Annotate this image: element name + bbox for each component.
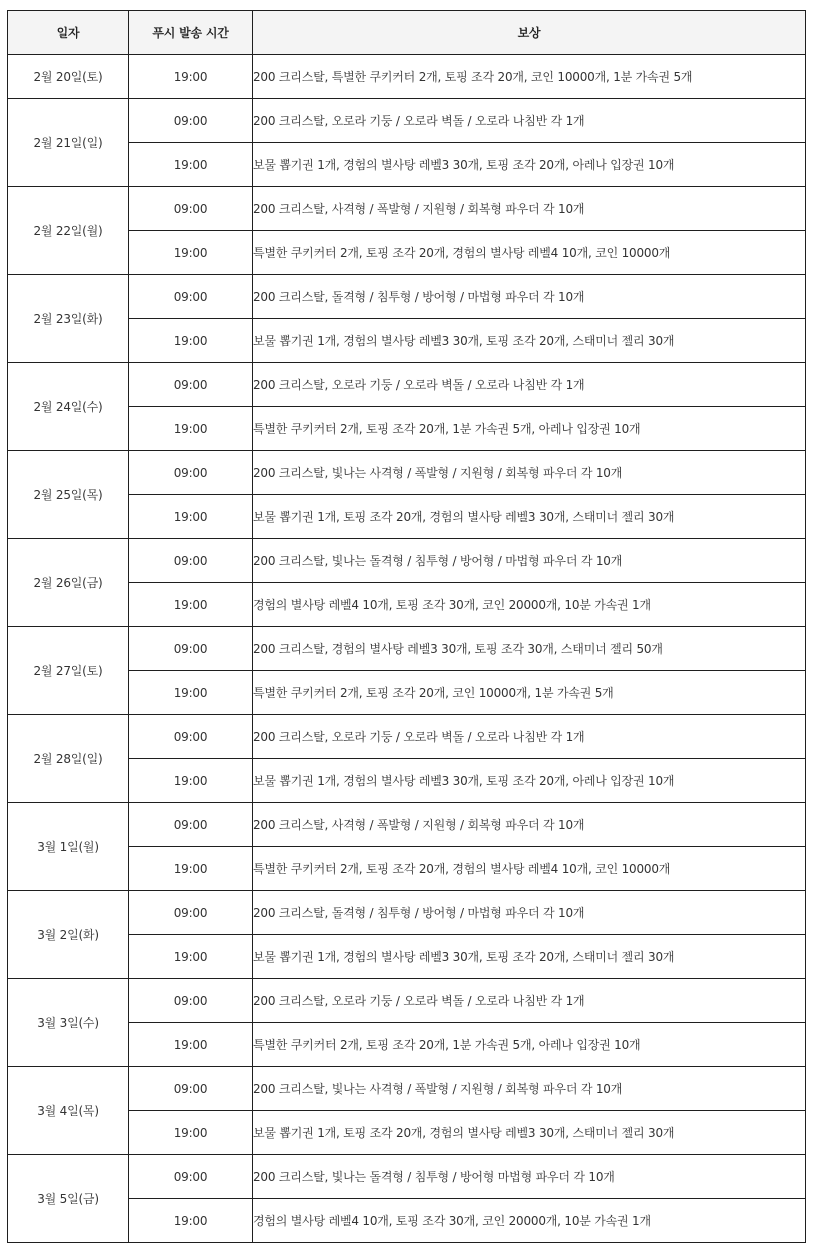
reward-cell: 200 크리스탈, 빛나는 돌격형 / 침투형 / 방어형 마법형 파우더 각 10개: [253, 1155, 806, 1199]
header-row: [8, 11, 806, 55]
table-row: [8, 187, 806, 231]
date-cell: 2월 23일(화): [8, 275, 129, 363]
push-time-cell: 19:00: [129, 847, 253, 891]
push-time-cell: 09:00: [129, 363, 253, 407]
push-time-cell: 19:00: [129, 407, 253, 451]
reward-cell: 보물 뽑기권 1개, 경험의 별사탕 레벨3 30개, 토핑 조각 20개, 아레나 입장권 10개: [253, 143, 806, 187]
table-row: [8, 979, 806, 1023]
date-cell: 3월 1일(월): [8, 803, 129, 891]
reward-cell: 200 크리스탈, 오로라 기둥 / 오로라 벽돌 / 오로라 나침반 각 1개: [253, 979, 806, 1023]
push-time-cell: 09:00: [129, 539, 253, 583]
reward-cell: 200 크리스탈, 빛나는 돌격형 / 침투형 / 방어형 / 마법형 파우더 각 10개: [253, 539, 806, 583]
push-time-cell: 19:00: [129, 495, 253, 539]
reward-cell: 200 크리스탈, 사격형 / 폭발형 / 지원형 / 회복형 파우더 각 10개: [253, 187, 806, 231]
push-time-cell: 19:00: [129, 55, 253, 99]
push-time-cell: 09:00: [129, 1155, 253, 1199]
push-time-cell: 19:00: [129, 1023, 253, 1067]
date-cell: 2월 21일(일): [8, 99, 129, 187]
push-time-cell: 09:00: [129, 715, 253, 759]
push-time-cell: 19:00: [129, 671, 253, 715]
table-row: [8, 275, 806, 319]
reward-cell: 200 크리스탈, 돌격형 / 침투형 / 방어형 / 마법형 파우더 각 10개: [253, 891, 806, 935]
reward-cell: 200 크리스탈, 오로라 기둥 / 오로라 벽돌 / 오로라 나침반 각 1개: [253, 363, 806, 407]
push-time-cell: 09:00: [129, 275, 253, 319]
push-time-cell: 09:00: [129, 451, 253, 495]
date-cell: 3월 5일(금): [8, 1155, 129, 1243]
date-cell: 2월 26일(금): [8, 539, 129, 627]
reward-cell: 200 크리스탈, 특별한 쿠키커터 2개, 토핑 조각 20개, 코인 10000개, 1분 가속권 5개: [253, 55, 806, 99]
date-cell: 2월 20일(토): [8, 55, 129, 99]
push-time-cell: 19:00: [129, 231, 253, 275]
push-time-cell: 09:00: [129, 99, 253, 143]
reward-cell: 200 크리스탈, 사격형 / 폭발형 / 지원형 / 회복형 파우더 각 10개: [253, 803, 806, 847]
table-body: [8, 55, 806, 1243]
date-cell: 3월 3일(수): [8, 979, 129, 1067]
date-cell: 2월 27일(토): [8, 627, 129, 715]
date-cell: 2월 25일(목): [8, 451, 129, 539]
header-date: 일자: [8, 11, 129, 55]
reward-cell: 특별한 쿠키커터 2개, 토핑 조각 20개, 1분 가속권 5개, 아레나 입장권 10개: [253, 1023, 806, 1067]
reward-table: [7, 10, 806, 1243]
push-time-cell: 19:00: [129, 319, 253, 363]
reward-cell: 200 크리스탈, 오로라 기둥 / 오로라 벽돌 / 오로라 나침반 각 1개: [253, 99, 806, 143]
date-cell: 3월 4일(목): [8, 1067, 129, 1155]
reward-cell: 보물 뽑기권 1개, 경험의 별사탕 레벨3 30개, 토핑 조각 20개, 아레나 입장권 10개: [253, 759, 806, 803]
push-time-cell: 19:00: [129, 583, 253, 627]
reward-cell: 특별한 쿠키커터 2개, 토핑 조각 20개, 1분 가속권 5개, 아레나 입장권 10개: [253, 407, 806, 451]
reward-cell: 보물 뽑기권 1개, 토핑 조각 20개, 경험의 별사탕 레벨3 30개, 스태미너 젤리 30개: [253, 1111, 806, 1155]
push-time-cell: 09:00: [129, 1067, 253, 1111]
table-row: [8, 55, 806, 99]
table-row: [8, 715, 806, 759]
table-header: [8, 11, 806, 55]
reward-cell: 특별한 쿠키커터 2개, 토핑 조각 20개, 경험의 별사탕 레벨4 10개, 코인 10000개: [253, 231, 806, 275]
push-time-cell: 19:00: [129, 1111, 253, 1155]
reward-cell: 200 크리스탈, 빛나는 사격형 / 폭발형 / 지원형 / 회복형 파우더 각 10개: [253, 451, 806, 495]
push-time-cell: 19:00: [129, 1199, 253, 1243]
reward-schedule: [7, 10, 806, 1243]
push-time-cell: 19:00: [129, 759, 253, 803]
table-row: [8, 891, 806, 935]
reward-cell: 경험의 별사탕 레벨4 10개, 토핑 조각 30개, 코인 20000개, 10분 가속권 1개: [253, 1199, 806, 1243]
table-row: [8, 627, 806, 671]
date-cell: 3월 2일(화): [8, 891, 129, 979]
date-cell: 2월 22일(월): [8, 187, 129, 275]
table-row: [8, 99, 806, 143]
table-row: [8, 539, 806, 583]
reward-cell: 보물 뽑기권 1개, 경험의 별사탕 레벨3 30개, 토핑 조각 20개, 스태미너 젤리 30개: [253, 319, 806, 363]
reward-cell: 보물 뽑기권 1개, 경험의 별사탕 레벨3 30개, 토핑 조각 20개, 스태미너 젤리 30개: [253, 935, 806, 979]
reward-cell: 특별한 쿠키커터 2개, 토핑 조각 20개, 코인 10000개, 1분 가속권 5개: [253, 671, 806, 715]
table-row: [8, 451, 806, 495]
date-cell: 2월 28일(일): [8, 715, 129, 803]
reward-cell: 200 크리스탈, 빛나는 사격형 / 폭발형 / 지원형 / 회복형 파우더 각 10개: [253, 1067, 806, 1111]
push-time-cell: 19:00: [129, 143, 253, 187]
date-cell: 2월 24일(수): [8, 363, 129, 451]
push-time-cell: 09:00: [129, 979, 253, 1023]
push-time-cell: 09:00: [129, 803, 253, 847]
push-time-cell: 09:00: [129, 891, 253, 935]
table-row: [8, 803, 806, 847]
reward-cell: 특별한 쿠키커터 2개, 토핑 조각 20개, 경험의 별사탕 레벨4 10개, 코인 10000개: [253, 847, 806, 891]
push-time-cell: 09:00: [129, 627, 253, 671]
table-row: [8, 1155, 806, 1199]
header-push-time: 푸시 발송 시간: [129, 11, 253, 55]
reward-cell: 200 크리스탈, 경험의 별사탕 레벨3 30개, 토핑 조각 30개, 스태미너 젤리 50개: [253, 627, 806, 671]
reward-cell: 200 크리스탈, 돌격형 / 침투형 / 방어형 / 마법형 파우더 각 10개: [253, 275, 806, 319]
reward-cell: 경험의 별사탕 레벨4 10개, 토핑 조각 30개, 코인 20000개, 10분 가속권 1개: [253, 583, 806, 627]
table-row: [8, 363, 806, 407]
push-time-cell: 19:00: [129, 935, 253, 979]
header-reward: 보상: [253, 11, 806, 55]
reward-cell: 보물 뽑기권 1개, 토핑 조각 20개, 경험의 별사탕 레벨3 30개, 스태미너 젤리 30개: [253, 495, 806, 539]
table-row: [8, 1067, 806, 1111]
reward-cell: 200 크리스탈, 오로라 기둥 / 오로라 벽돌 / 오로라 나침반 각 1개: [253, 715, 806, 759]
push-time-cell: 09:00: [129, 187, 253, 231]
